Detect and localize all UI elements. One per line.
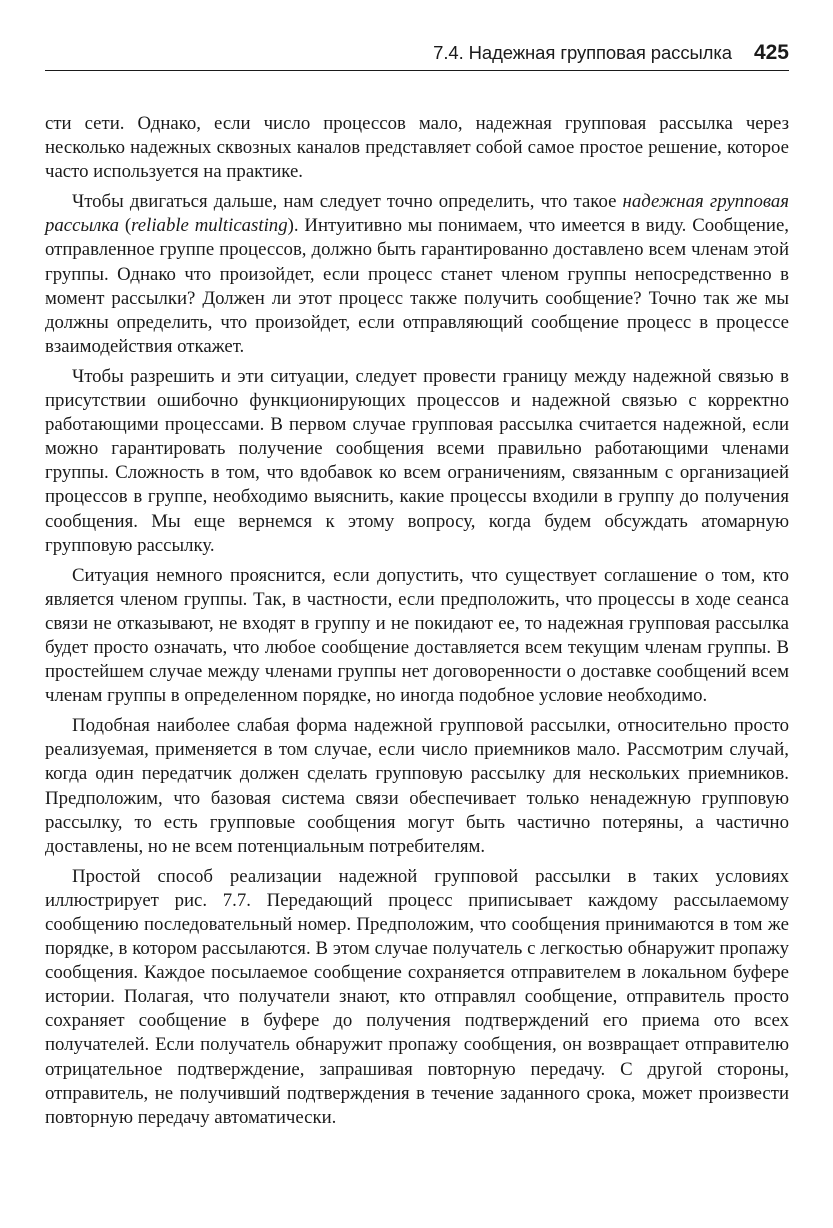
paragraph-2-text-a: Чтобы двигаться дальше, нам следует точно определить, что такое	[72, 191, 623, 213]
paragraph-2	[45, 190, 789, 359]
term-reliable-multicasting-en: reliable multicasting	[131, 215, 288, 237]
paragraph-3: Чтобы разрешить и эти ситуации, следует провести границу между надежной связью в присутствии ошибочно функционирующих процессов и надежной связью с корректно работающими процессами. В первом случае групповая рассылка считается надежной, если можно гарантировать получение сообщения всеми правильно работающими членами группы. Сложность в том, что вдобавок ко всем ограничениям, связанным с организацией процессов в группе, необходимо выяснить, какие процессы входили в группу до получения сообщения. Мы еще вернемся к этому вопросу, когда будем обсуждать атомарную групповую рассылку.	[45, 365, 789, 556]
page-number: 425	[753, 41, 789, 64]
paragraph-4: Ситуация немного прояснится, если допустить, что существует соглашение о том, кто является членом группы. Так, в частности, если предположить, что процессы в ходе сеанса связи не отказывают, не входят в группу и не покидают ее, то надежная групповая рассылка будет просто означать, что любое сообщение доставляется всем текущим членам группы. В простейшем случае между членами группы нет договоренности о доставке сообщений всем членам группы в определенном порядке, но иногда подобное условие необходимо.	[45, 564, 789, 707]
body-text	[45, 112, 789, 1136]
paragraph-1: сти сети. Однако, если число процессов мало, надежная групповая рассылка через несколько надежных сквозных каналов представляет собой самое простое решение, которое часто используется на практике.	[45, 113, 789, 183]
paragraph-5: Подобная наиболее слабая форма надежной групповой рассылки, относительно просто реализуемая, применяется в том случае, если число приемников мало. Рассмотрим случай, когда один передатчик должен сделать групповую рассылку для нескольких приемников. Предположим, что базовая система связи обеспечивает только ненадежную групповую рассылку, то есть групповые сообщения могут быть частично потеряны, а частично доставлены, но не всем потенциальным потребителям.	[45, 715, 789, 857]
paragraph-6: Простой способ реализации надежной групповой рассылки в таких условиях иллюстрирует рис. 7.7. Передающий процесс приписывает каждому рассылаемому сообщению последовательный номер. Предположим, что сообщения принимаются в том же порядке, в котором рассылаются. В этом случае получатель с легкостью обнаружит пропажу сообщения. Каждое посылаемое сообщение сохраняется отправителем в локальном буфере истории. Полагая, что получатели знают, кто отправлял сообщение, отправитель просто сохраняет сообщение в буфере до получения подтверждений его приема ото всех получателей. Если получатель обнаружит пропажу сообщения, он возвращает отправителю отрицательное подтверждение, запрашивая повторную передачу. С другой стороны, отправитель, не получивший подтверждения в течение заданного срока, может произвести повторную передачу автоматически.	[45, 865, 789, 1128]
paragraph-2-paren-open: (	[119, 215, 132, 237]
paragraph-2-text-b: ). Интуитивно мы понимаем, что имеется в виду. Сообщение, отправленное группе процессов, должно быть гарантированно доставлено всем членам этой группы. Однако что произойдет, если процесс станет членом группы непосредственно в момент рассылки? Должен ли этот процесс также получить сообщение? Точно так же мы должны определить, что произойдет, если отправляющий сообщение процесс в процессе взаимодействия откажет.	[45, 215, 790, 357]
running-header	[45, 36, 789, 71]
section-title: 7.4. Надежная групповая рассылка	[433, 42, 732, 63]
term-reliable-multicast: надежная групповая рассылка	[45, 191, 789, 237]
